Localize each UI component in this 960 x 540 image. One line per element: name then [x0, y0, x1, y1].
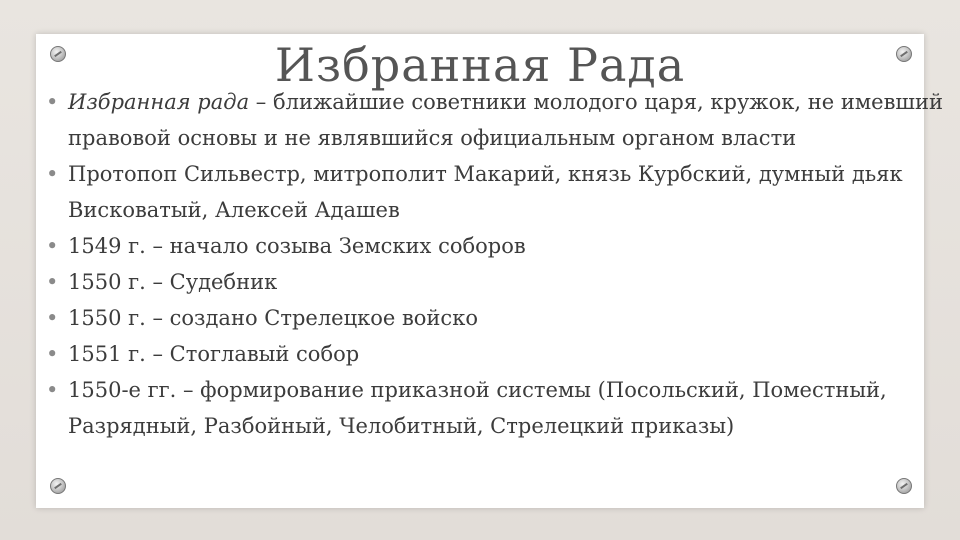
item-text: 1549 г. – начало созыва Земских соборов [68, 234, 526, 258]
list-item [44, 336, 944, 372]
list-item [44, 156, 944, 228]
list-item [44, 84, 944, 156]
bullet-icon: • [46, 306, 59, 330]
item-text: 1550 г. – создано Стрелецкое войско [68, 306, 478, 330]
slide-title: Избранная Рада [274, 38, 686, 92]
list-item [44, 228, 944, 264]
item-text: 1550-е гг. – формирование приказной системы (Посольский, Поместный, Разрядный, Разбойный, Челобитный, Стрелецкий приказы) [68, 378, 887, 438]
item-text: 1550 г. – Судебник [68, 270, 278, 294]
term-label: Избранная рада [68, 90, 250, 114]
list-item [44, 264, 944, 300]
bullet-icon: • [46, 162, 59, 186]
screw-icon [50, 478, 66, 494]
list-item [44, 372, 944, 444]
item-text: – ближайшие советники молодого царя, кружок, не имевший правовой основы и не являвшийся официальным органом власти [68, 90, 943, 150]
screw-icon [896, 478, 912, 494]
bullet-list [44, 84, 944, 444]
item-text: 1551 г. – Стоглавый собор [68, 342, 360, 366]
bullet-icon: • [46, 90, 59, 114]
bullet-icon: • [46, 234, 59, 258]
item-text: Протопоп Сильвестр, митрополит Макарий, князь Курбский, думный дьяк Висковатый, Алексей Адашев [68, 162, 903, 222]
bullet-icon: • [46, 378, 59, 402]
bullet-icon: • [46, 270, 59, 294]
bullet-icon: • [46, 342, 59, 366]
list-item [44, 300, 944, 336]
